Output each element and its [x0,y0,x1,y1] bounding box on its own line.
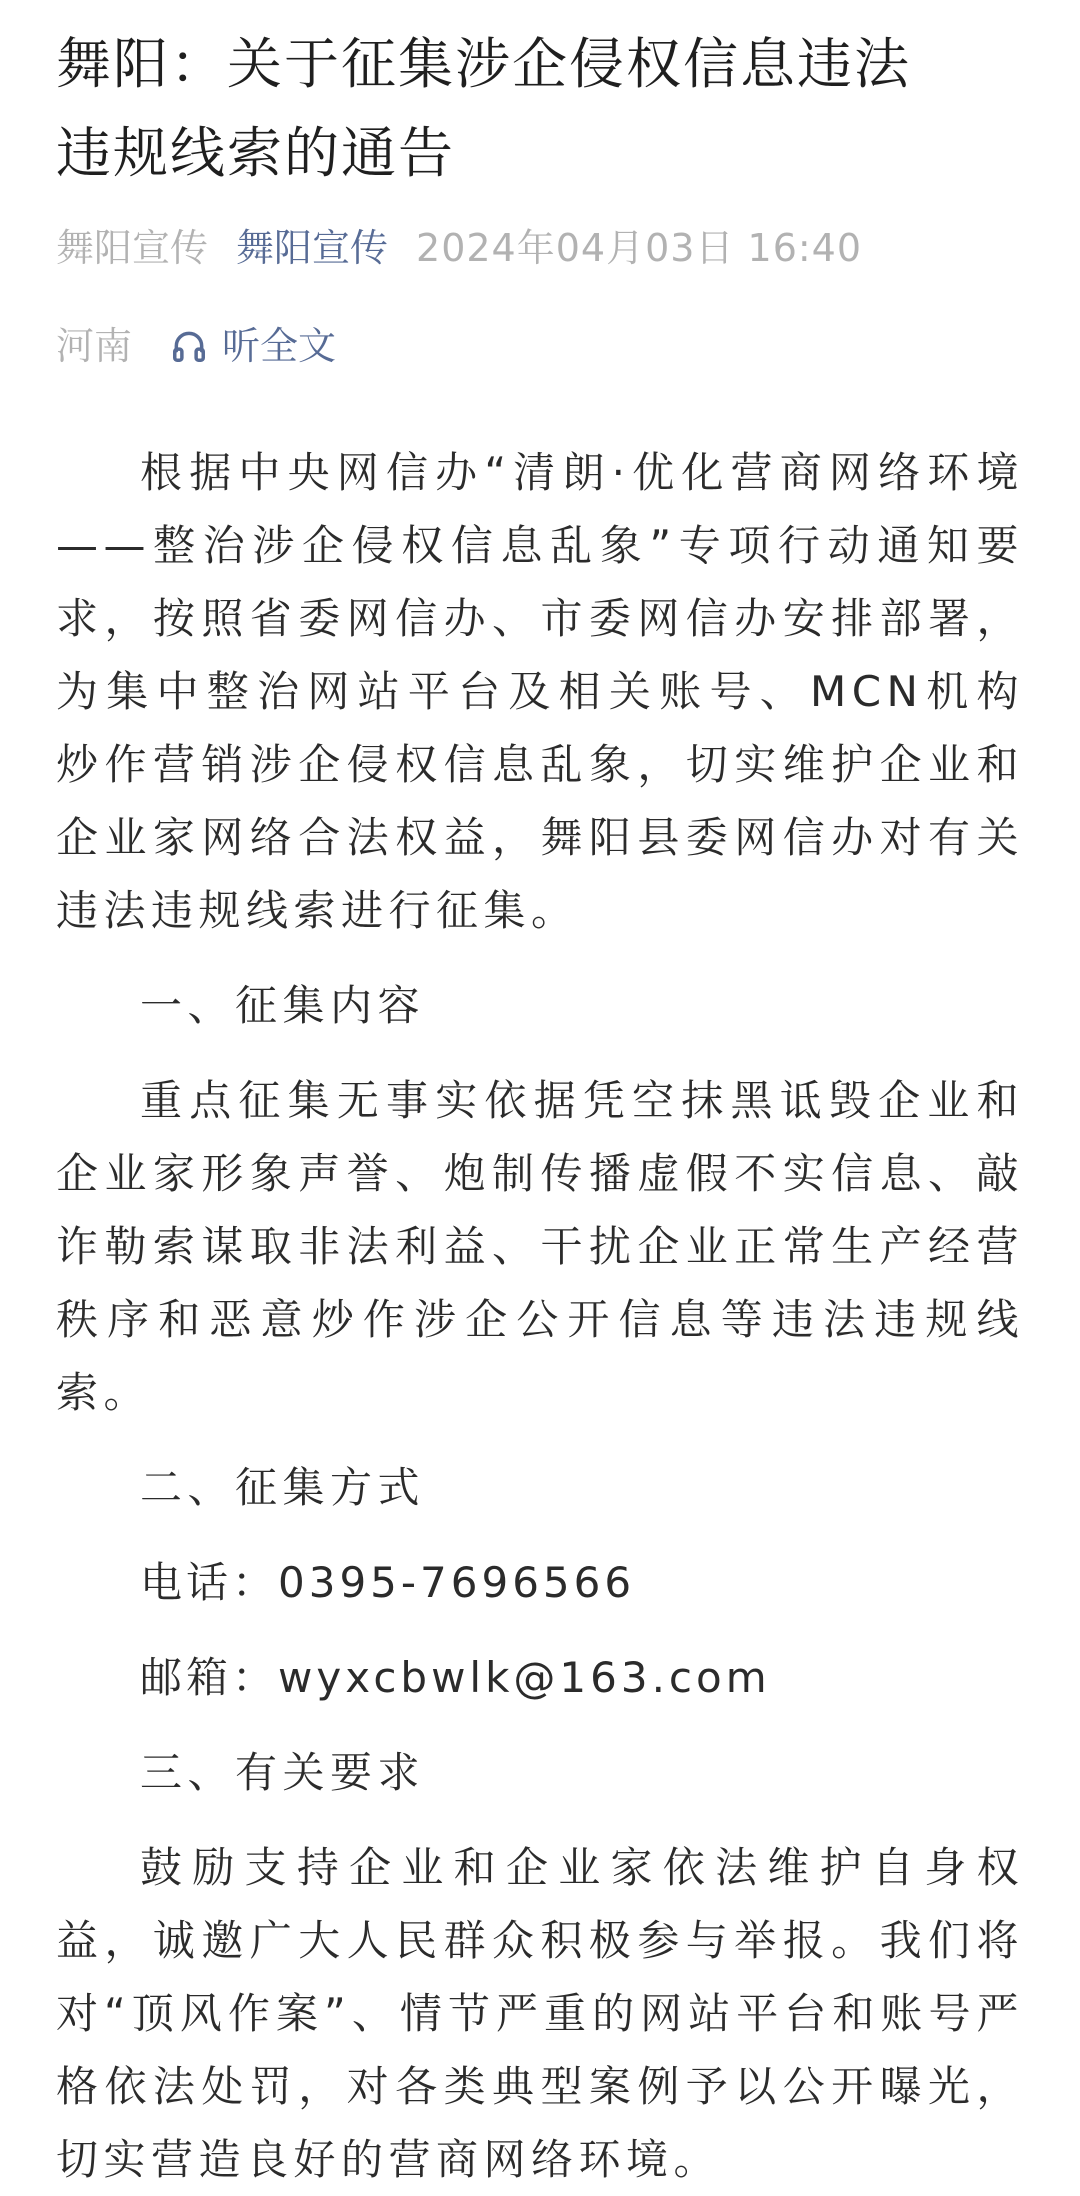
contact-email: 邮箱：wyxcbwlk@163.com [140,1653,771,1702]
article-title-line1: 舞阳：关于征集涉企侵权信息违法 [56,32,912,96]
listen-label: 听全文 [222,324,337,368]
article-meta [56,222,1024,372]
contact-phone: 电话：0395-7696566 [140,1558,636,1607]
meta-row-author [56,222,1024,274]
meta-row-region [56,320,1024,372]
account-name: 舞阳宣传 [56,226,209,270]
paragraph-intro: 根据中央网信办“清朗·优化营商网络环境——整治涉企侵权信息乱象”专项行动通知要求，按照省委网信办、市委网信办安排部署，为集中整治网站平台及相关账号、MCN机构炒作营销涉企侵权信息乱象，切实维护企业和企业家网络合法权益，舞阳县委网信办对有关违法违规线索进行征集。 [56,448,1024,935]
account-link[interactable]: 舞阳宣传 [236,226,389,270]
listen-button[interactable] [170,320,336,372]
section-heading-1: 一、征集内容 [140,981,426,1030]
publish-time: 2024年04月03日 16:40 [416,226,863,270]
paragraph-content-1: 重点征集无事实依据凭空抹黑诋毁企业和企业家形象声誉、炮制传播虚假不实信息、敲诈勒索谋取非法利益、干扰企业正常生产经营秩序和恶意炒作涉企公开信息等违法违规线索。 [56,1076,1024,1417]
section-heading-3: 三、有关要求 [140,1748,426,1797]
paragraph-content-3: 鼓励支持企业和企业家依法维护自身权益，诚邀广大人民群众积极参与举报。我们将对“顶风作案”、情节严重的网站平台和账号严格依法处罚，对各类典型案例予以公开曝光，切实营造良好的营商网络环境。 [56,1843,1024,2184]
headphones-icon [170,327,208,365]
article-content [56,436,1024,2196]
region-label: 河南 [56,324,133,368]
article-title-line2: 违规线索的通告 [56,121,456,185]
section-heading-2: 二、征集方式 [140,1463,426,1512]
article-title [56,20,1024,198]
